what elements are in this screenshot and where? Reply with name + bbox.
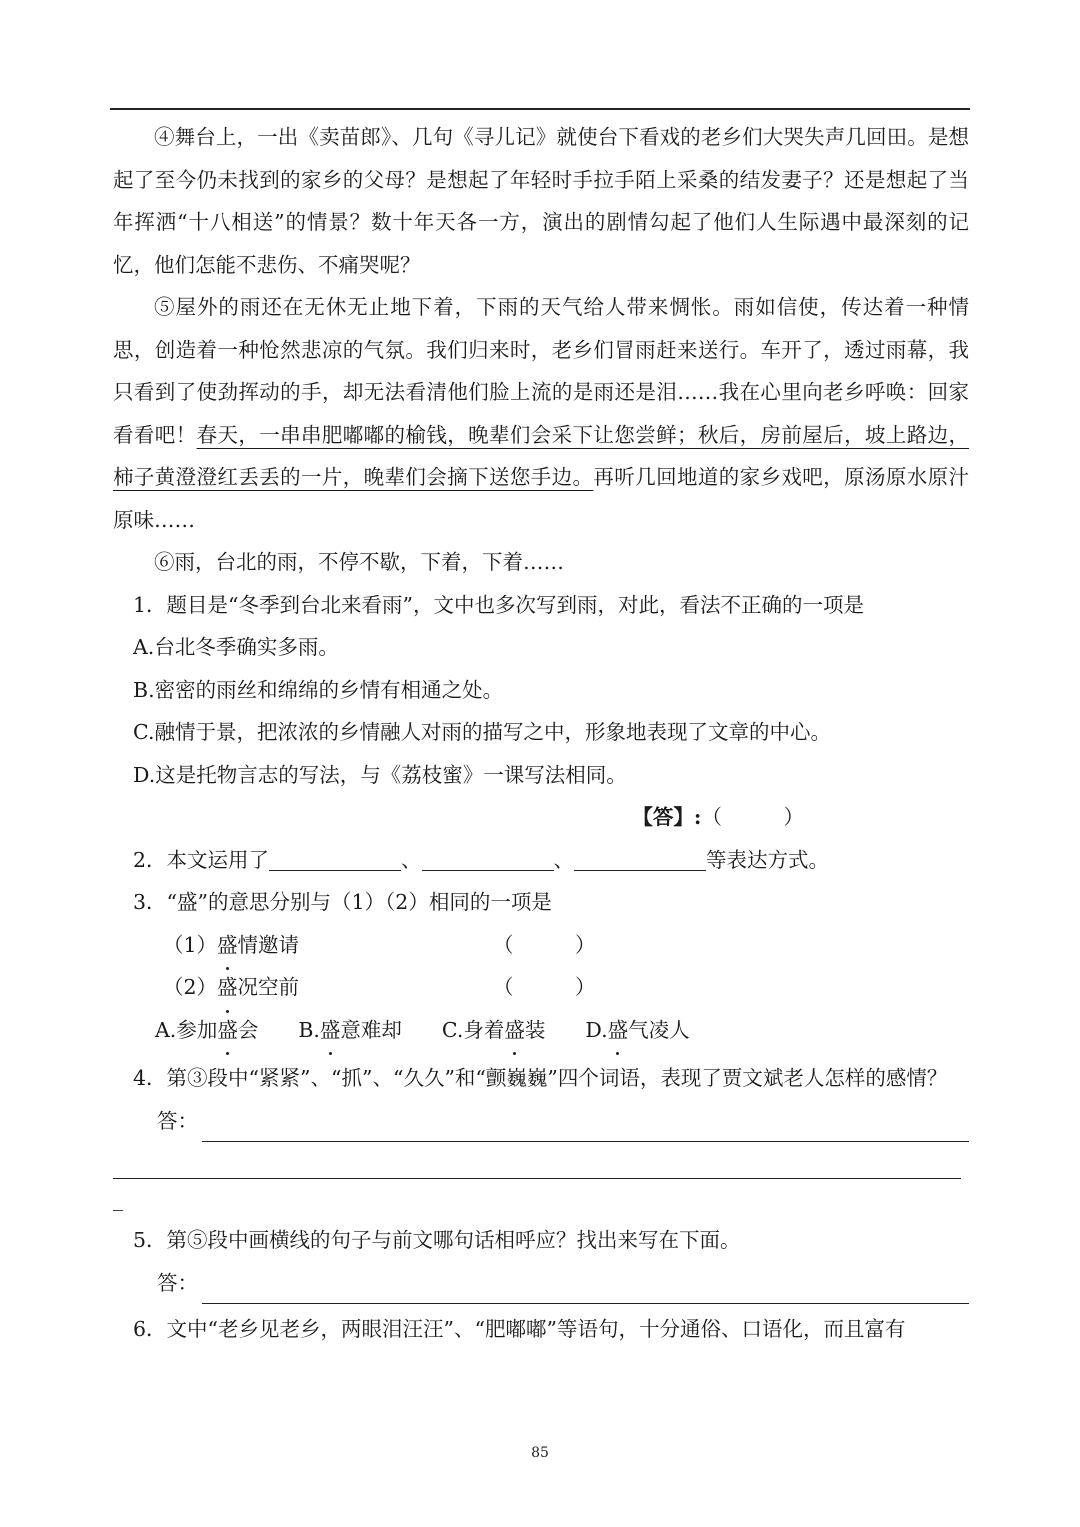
question-1-option-c: C.融情于景，把浓浓的乡情融人对雨的描写之中，形象地表现了文章的中心。 xyxy=(133,720,831,744)
paragraph-5 xyxy=(113,286,969,541)
paragraph-5-text-a: ⑤屋外的雨还在无休无止地下着，下雨的天气给人带来惆怅。雨如信使，传达着一种情思，创造着一种怆然悲凉的气氛。我们归来时，老乡们冒雨赶来送行。车开了，透过雨幕，我只看到了使劲挥动的手，却无法看清他们脸上流的是雨还是泪……我在心里向老乡呼唤：回家看看吧！ xyxy=(113,295,969,447)
question-1-answer xyxy=(113,796,969,839)
paragraph-4: ④舞台上，一出《卖苗郎》、几句《寻儿记》就使台下看戏的老乡们大哭失声几回田。是想起了至今仍未找到的家乡的父母？是想起了年轻时手拉手陌上采桑的结发妻子？还是想起了当年挥洒“十八相送”的情景？数十年天各一方，演出的剧情勾起了他们人生际遇中最深刻的记忆，他们怎能不悲伤、不痛哭呢？ xyxy=(113,125,969,277)
option-a[interactable]: A.参加盛会 xyxy=(155,1009,258,1052)
question-3-options xyxy=(113,1009,969,1052)
question-3-sub-1: （1）盛情邀请 （ ） xyxy=(113,924,969,967)
option-b[interactable]: B.盛意难却 xyxy=(298,1009,402,1052)
answer-line-3[interactable] xyxy=(202,1273,969,1304)
question-4-stem: 4．第③段中“紧紧”、“抓”、“久久”和“颤巍巍”四个词语，表现了贾文斌老人怎样的感情？ xyxy=(133,1066,948,1090)
answer-line-1[interactable] xyxy=(202,1111,969,1142)
page-number: 85 xyxy=(531,1445,549,1461)
underlined-sentence: 春天，一串串肥嘟嘟的榆钱，晚辈们会采下让您尝鲜；秋后，房前屋后，坡上路边，柿子黄澄澄红丢丢的一片，晚辈们会摘下送您手边。 xyxy=(113,422,970,489)
sub-2-paren[interactable]: （ ） xyxy=(493,975,596,999)
question-3-stem: 3．“盛”的意思分别与（1）（2）相同的一项是 xyxy=(133,890,552,914)
blank-1[interactable] xyxy=(269,849,401,871)
question-3-sub-2: （2）盛况空前 （ ） xyxy=(113,966,969,1009)
sub-1-paren[interactable]: （ ） xyxy=(493,932,596,957)
question-1-option-b: B.密密的雨丝和绵绵的乡情有相通之处。 xyxy=(133,677,504,702)
blank-2[interactable] xyxy=(422,849,554,871)
option-d[interactable]: D.盛气凌人 xyxy=(585,1009,689,1052)
question-6-stem: 6．文中“老乡见老乡，两眼泪汪汪”、“肥嘟嘟”等语句，十分通俗、口语化，而且富有 xyxy=(133,1317,906,1341)
answer-line-2[interactable] xyxy=(113,1148,961,1179)
option-c[interactable]: C.身着盛装 xyxy=(442,1009,545,1052)
paragraph-5-text-b: 再听几回地道的家乡戏吧，原汤原水原汁原味…… xyxy=(113,465,970,532)
answer-label: 【答】: xyxy=(632,805,702,829)
question-1-option-d: D.这是托物言志的写法，与《荔枝蜜》一课写法相同。 xyxy=(133,762,627,787)
answer-tail: _ xyxy=(113,1187,124,1211)
question-5-stem: 5．第⑤段中画横线的句子与前文哪句话相呼应？找出来写在下面。 xyxy=(133,1228,741,1252)
question-4-answer: 答： xyxy=(113,1100,969,1143)
header-rule xyxy=(110,108,970,110)
question-5-answer: 答： xyxy=(113,1262,969,1305)
question-1-option-a: A.台北冬季确实多雨。 xyxy=(133,635,339,659)
page-content xyxy=(113,116,969,1351)
question-1-stem: 1．题目是“冬季到台北来看雨”，文中也多次写到雨，对此，看法不正确的一项是 xyxy=(133,592,865,617)
paragraph-6: ⑥雨，台北的雨，不停不歇，下着，下着…… xyxy=(154,550,564,574)
answer-paren[interactable]: （ ） xyxy=(701,805,804,829)
question-2: 2．本文运用了 、 、 等表达方式。 xyxy=(133,847,830,872)
blank-3[interactable] xyxy=(574,849,706,871)
